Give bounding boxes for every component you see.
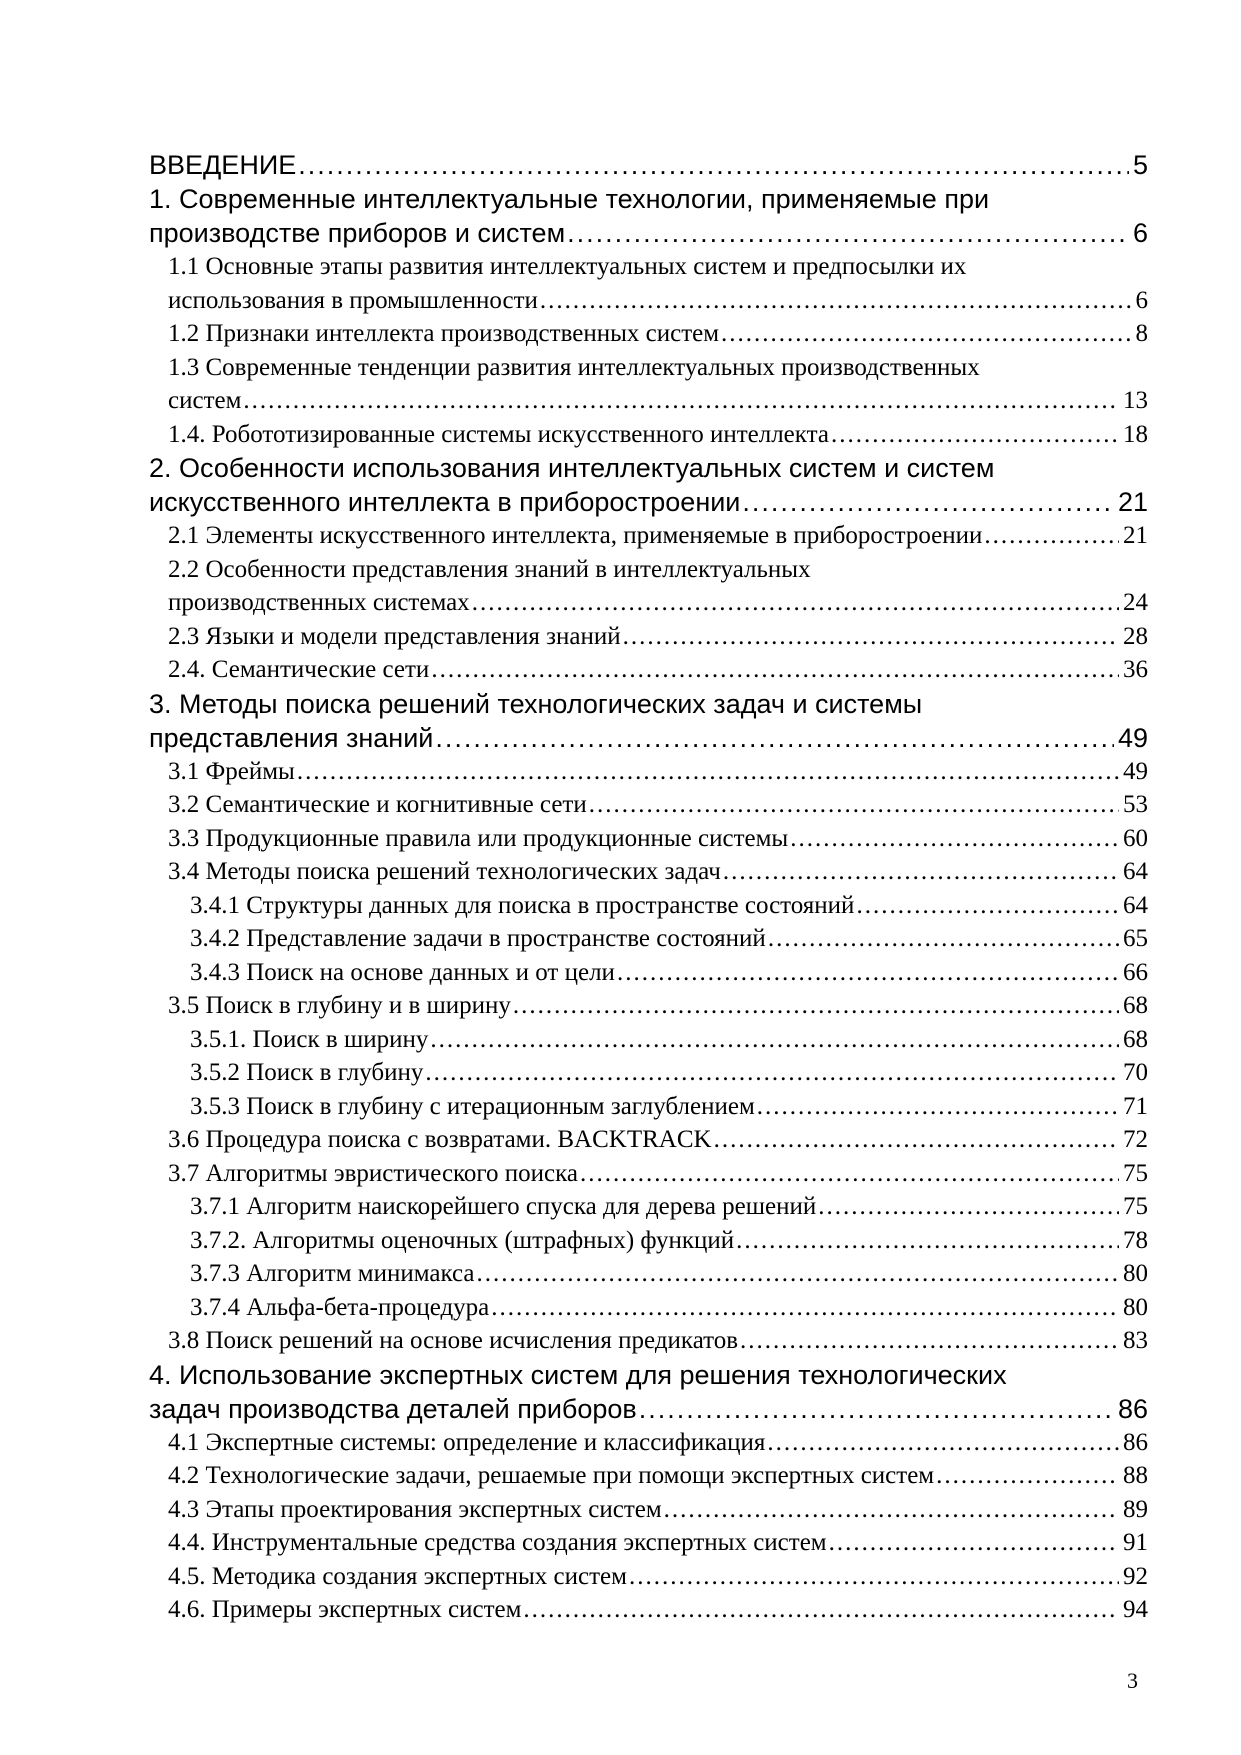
- dot-leader: [629, 1560, 1119, 1594]
- toc-entry-title: 3.7 Алгоритмы эвристического поиска: [168, 1159, 579, 1187]
- toc-entry-page: 21: [1117, 487, 1148, 517]
- toc-entry-page: 83: [1123, 1327, 1148, 1354]
- toc-entry[interactable]: [190, 1023, 1148, 1057]
- dot-leader: [435, 721, 1114, 755]
- toc-entry[interactable]: [168, 1123, 1148, 1157]
- toc-entry[interactable]: [149, 687, 1148, 755]
- toc-entry-page: 53: [1123, 791, 1148, 818]
- toc-entry-page: 70: [1123, 1059, 1148, 1086]
- dot-leader: [431, 653, 1119, 687]
- toc-entry-title: 3.4.2 Представление задачи в пространстве состояний: [190, 925, 766, 952]
- toc-entry-page: 64: [1123, 891, 1148, 919]
- toc-entry-title: задач производства деталей приборов: [149, 1393, 637, 1424]
- dot-leader: [430, 1023, 1119, 1057]
- page-number: 3: [1127, 1668, 1138, 1693]
- dot-leader: [491, 1291, 1119, 1325]
- dot-leader: [856, 889, 1119, 923]
- toc-entry-page: 6: [1135, 286, 1148, 314]
- toc-entry-title: 2.3 Языки и модели представления знаний: [168, 622, 621, 650]
- toc-entry-title-line: 3. Методы поиска решений технологических задач и системы: [149, 688, 923, 719]
- dot-leader: [742, 485, 1114, 519]
- dot-leader: [829, 1526, 1119, 1560]
- dot-leader: [472, 586, 1119, 620]
- toc-entry-page: 68: [1123, 1025, 1148, 1053]
- toc-entry[interactable]: [168, 553, 1148, 620]
- toc-entry-title: 3.8 Поиск решений на основе исчисления предикатов: [168, 1327, 739, 1354]
- toc-entry-page: 86: [1117, 1393, 1148, 1424]
- dot-leader: [723, 855, 1119, 889]
- toc-entry-page: 5: [1132, 150, 1148, 180]
- toc-entry-title: 3.4.3 Поиск на основе данных и от цели: [190, 958, 615, 986]
- toc-entry-title: представления знаний: [149, 722, 434, 753]
- toc-entry[interactable]: [168, 418, 1148, 452]
- table-of-contents: [0, 148, 1241, 1627]
- toc-entry[interactable]: [190, 1056, 1148, 1090]
- toc-entry-title-line: 1. Современные интеллектуальные технологии, применяемые при: [149, 184, 990, 214]
- toc-entry-page: 21: [1123, 522, 1148, 549]
- toc-entry[interactable]: [190, 889, 1148, 923]
- toc-entry[interactable]: [168, 989, 1148, 1023]
- dot-leader: [790, 822, 1119, 856]
- dot-leader: [297, 755, 1119, 789]
- dot-leader: [818, 1190, 1119, 1224]
- toc-entry-page: 8: [1135, 320, 1148, 347]
- toc-entry-title-line: 2.2 Особенности представления знаний в интеллектуальных: [168, 555, 811, 583]
- dot-leader: [664, 1493, 1119, 1527]
- toc-entry-title-line: 1.3 Современные тенденции развития интеллектуальных производственных: [168, 353, 980, 381]
- dot-leader: [580, 1157, 1119, 1191]
- toc-entry[interactable]: [168, 855, 1148, 889]
- toc-entry-title: 4.1 Экспертные системы: определение и классификация: [168, 1428, 766, 1456]
- toc-entry[interactable]: [168, 1459, 1148, 1493]
- toc-entry-page: 49: [1123, 757, 1148, 785]
- toc-entry[interactable]: [168, 788, 1148, 822]
- toc-entry[interactable]: [168, 1426, 1148, 1460]
- dot-leader: [477, 1257, 1119, 1291]
- toc-entry[interactable]: [190, 956, 1148, 990]
- dot-leader: [243, 384, 1119, 418]
- toc-entry-title-line: 4. Использование экспертных систем для решения технологических: [149, 1359, 1007, 1390]
- toc-entry-page: 94: [1123, 1596, 1148, 1623]
- dot-leader: [425, 1056, 1119, 1090]
- toc-entry-page: 71: [1123, 1092, 1148, 1120]
- toc-entry[interactable]: [168, 1560, 1148, 1594]
- toc-entry[interactable]: [168, 351, 1148, 418]
- toc-entry-title: 3.5.1. Поиск в ширину: [190, 1025, 429, 1053]
- toc-entry[interactable]: [168, 1324, 1148, 1358]
- toc-entry[interactable]: [149, 182, 1148, 250]
- toc-entry-title: 3.4.1 Структуры данных для поиска в пространстве состояний: [190, 891, 855, 919]
- dot-leader: [623, 620, 1119, 654]
- dot-leader: [523, 1593, 1119, 1627]
- toc-entry-title: 1.2 Признаки интеллекта производственных систем: [168, 320, 720, 347]
- toc-entry[interactable]: [168, 317, 1148, 351]
- toc-entry-page: 18: [1123, 420, 1148, 448]
- toc-entry-page: 24: [1123, 589, 1148, 616]
- toc-entry-title: 4.6. Примеры экспертных систем: [168, 1596, 522, 1623]
- dot-leader: [768, 922, 1119, 956]
- toc-entry[interactable]: [168, 250, 1148, 317]
- toc-entry-title: 4.5. Методика создания экспертных систем: [168, 1562, 627, 1590]
- toc-entry[interactable]: [190, 1257, 1148, 1291]
- toc-entry-title: 3.4 Методы поиска решений технологических задач: [168, 858, 721, 885]
- toc-entry-title: производстве приборов и систем: [149, 218, 566, 248]
- toc-entry-title: 2.4. Семантические сети: [168, 656, 430, 683]
- toc-entry-title: 3.7.4 Альфа-бета-процедура: [190, 1293, 490, 1321]
- toc-entry[interactable]: [168, 1157, 1148, 1191]
- toc-entry-page: 72: [1123, 1126, 1148, 1153]
- toc-entry-title: 4.4. Инструментальные средства создания экспертных систем: [168, 1529, 827, 1556]
- toc-entry-page: 75: [1123, 1193, 1148, 1220]
- toc-entry-title: 3.3 Продукционные правила или продукционные системы: [168, 824, 789, 852]
- dot-leader: [984, 519, 1119, 553]
- dot-leader: [757, 1090, 1119, 1124]
- toc-entry-title: 1.4. Робототизированные системы искусственного интеллекта: [168, 420, 829, 448]
- toc-entry-page: 88: [1123, 1462, 1148, 1489]
- toc-entry-title: 3.5 Поиск в глубину и в ширину: [168, 992, 511, 1019]
- toc-entry-page: 6: [1132, 218, 1148, 248]
- toc-entry[interactable]: [190, 1224, 1148, 1258]
- toc-entry-title: 3.5.3 Поиск в глубину с итерационным заглублением: [190, 1092, 755, 1120]
- dot-leader: [617, 956, 1119, 990]
- toc-entry[interactable]: [168, 1593, 1148, 1627]
- toc-entry-title: 4.3 Этапы проектирования экспертных систем: [168, 1495, 662, 1523]
- dot-leader: [936, 1459, 1119, 1493]
- dot-leader: [298, 148, 1129, 182]
- toc-entry-page: 49: [1117, 722, 1148, 753]
- toc-entry-page: 28: [1123, 622, 1148, 650]
- toc-entry-title: искусственного интеллекта в приборостроении: [149, 487, 741, 517]
- toc-entry-page: 78: [1123, 1226, 1148, 1254]
- dot-leader: [831, 418, 1119, 452]
- toc-entry[interactable]: [149, 1358, 1148, 1426]
- toc-entry-title-line: 1.1 Основные этапы развития интеллектуальных систем и предпосылки их: [168, 253, 967, 280]
- dot-leader: [639, 1392, 1114, 1426]
- toc-entry-title: ВВЕДЕНИЕ: [149, 150, 297, 180]
- toc-entry-title-line: 2. Особенности использования интеллектуальных систем и систем: [149, 453, 995, 483]
- toc-entry[interactable]: [168, 1526, 1148, 1560]
- toc-entry[interactable]: [190, 922, 1148, 956]
- toc-entry-title: 3.7.3 Алгоритм минимакса: [190, 1260, 475, 1287]
- toc-entry-page: 89: [1123, 1495, 1148, 1523]
- dot-leader: [740, 1324, 1119, 1358]
- toc-entry[interactable]: [149, 148, 1148, 182]
- toc-entry-page: 66: [1123, 958, 1148, 986]
- dot-leader: [736, 1224, 1119, 1258]
- dot-leader: [714, 1123, 1119, 1157]
- toc-entry[interactable]: [190, 1190, 1148, 1224]
- toc-entry-page: 92: [1123, 1562, 1148, 1590]
- dot-leader: [589, 788, 1119, 822]
- toc-entry-page: 65: [1123, 925, 1148, 952]
- toc-entry[interactable]: [190, 1090, 1148, 1124]
- toc-entry-page: 75: [1123, 1159, 1148, 1187]
- toc-entry-title: 3.7.2. Алгоритмы оценочных (штрафных) функций: [190, 1226, 735, 1254]
- toc-entry-title: систем: [168, 387, 242, 414]
- dot-leader: [540, 284, 1132, 318]
- toc-entry[interactable]: [168, 620, 1148, 654]
- toc-entry-page: 36: [1123, 656, 1148, 683]
- toc-entry-page: 13: [1123, 387, 1148, 414]
- toc-entry-title: 3.2 Семантические и когнитивные сети: [168, 791, 587, 818]
- dot-leader: [721, 317, 1131, 351]
- toc-entry-title: 3.6 Процедура поиска с возвратами. BACKTRACK: [168, 1126, 712, 1153]
- toc-entry-title: 3.5.2 Поиск в глубину: [190, 1059, 424, 1086]
- toc-entry-page: 80: [1123, 1260, 1148, 1287]
- dot-leader: [567, 216, 1129, 250]
- toc-entry[interactable]: [168, 755, 1148, 789]
- toc-entry-title: использования в промышленности: [168, 286, 538, 314]
- toc-entry[interactable]: [168, 1493, 1148, 1527]
- dot-leader: [767, 1426, 1119, 1460]
- toc-entry-title: 3.7.1 Алгоритм наискорейшего спуска для дерева решений: [190, 1193, 817, 1220]
- toc-entry[interactable]: [168, 653, 1148, 687]
- toc-entry[interactable]: [149, 451, 1148, 519]
- toc-entry-page: 60: [1123, 824, 1148, 852]
- toc-entry[interactable]: [168, 822, 1148, 856]
- toc-entry-page: 91: [1123, 1529, 1148, 1556]
- toc-entry[interactable]: [168, 519, 1148, 553]
- toc-entry-page: 80: [1123, 1293, 1148, 1321]
- toc-entry[interactable]: [190, 1291, 1148, 1325]
- toc-entry-title: 2.1 Элементы искусственного интеллекта, применяемые в приборостроении: [168, 522, 983, 549]
- toc-entry-page: 68: [1123, 992, 1148, 1019]
- toc-entry-title: 4.2 Технологические задачи, решаемые при помощи экспертных систем: [168, 1462, 935, 1489]
- toc-entry-page: 64: [1123, 858, 1148, 885]
- dot-leader: [513, 989, 1119, 1023]
- toc-entry-title: 3.1 Фреймы: [168, 757, 295, 785]
- toc-entry-page: 86: [1123, 1428, 1148, 1456]
- toc-entry-title: производственных системах: [168, 589, 470, 616]
